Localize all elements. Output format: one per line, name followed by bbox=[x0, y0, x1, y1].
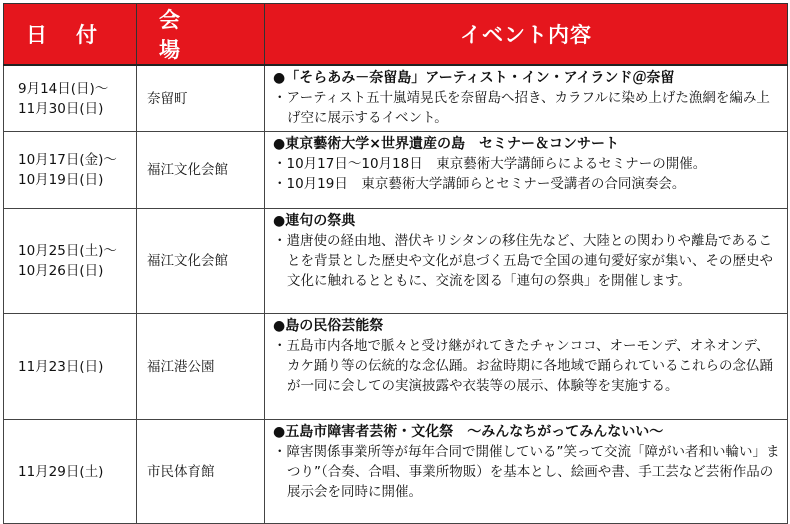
venue-cell: 奈留町 bbox=[137, 65, 265, 132]
header-event: イベント内容 bbox=[265, 4, 788, 66]
venue-cell: 福江文化会館 bbox=[137, 132, 265, 209]
event-title: ●東京藝術大学×世界遺産の島 セミナー＆コンサート bbox=[273, 136, 619, 152]
table-row bbox=[4, 420, 788, 524]
table-header-row bbox=[4, 4, 788, 66]
header-venue: 会 場 bbox=[137, 4, 265, 66]
event-title: ●五島市障害者芸術・文化祭 ～みんなちがってみんないい～ bbox=[273, 424, 664, 440]
table-row bbox=[4, 65, 788, 132]
date-end: 10月19日(日) bbox=[18, 172, 104, 188]
header-date: 日 付 bbox=[4, 4, 137, 66]
event-description: ・遣唐使の経由地、潜伏キリシタンの移住先など、大陸との関わりや離島であることを背景とした歴史や文化が息づく五島で全国の連句愛好家が集い、その歴史や文化に触れるとともに、交流を図る「連句の祭典」を開催します。 bbox=[273, 233, 773, 289]
event-cell bbox=[265, 420, 788, 524]
event-schedule-table bbox=[3, 3, 788, 524]
event-description: ・10月17日～10月18日 東京藝術大学講師らによるセミナーの開催。 bbox=[273, 156, 707, 172]
date-cell bbox=[4, 314, 137, 420]
event-cell bbox=[265, 314, 788, 420]
table-row bbox=[4, 314, 788, 420]
date-start: 9月14日(日)～ bbox=[18, 80, 109, 97]
date-cell bbox=[4, 420, 137, 524]
date-start: 10月17日(金)～ bbox=[18, 152, 117, 168]
event-title: ●連句の祭典 bbox=[273, 213, 356, 229]
event-description: ・障害関係事業所等が毎年合同で開催している”笑って交流「障がい者和い輪い」まつり”（合奏、合唱、事業所物販）を基本とし、絵画や書、手工芸など芸術作品の展示会を同時に開催。 bbox=[273, 444, 780, 500]
date-end: 11月30日(日) bbox=[18, 100, 104, 117]
table-row bbox=[4, 132, 788, 209]
date-single: 11月29日(土) bbox=[18, 463, 104, 480]
date-single: 11月23日(日) bbox=[18, 358, 104, 375]
date-end: 10月26日(日) bbox=[18, 263, 104, 279]
table-row bbox=[4, 209, 788, 314]
venue-cell: 福江文化会館 bbox=[137, 209, 265, 314]
date-cell bbox=[4, 65, 137, 132]
venue-cell: 福江港公園 bbox=[137, 314, 265, 420]
event-title: ●島の民俗芸能祭 bbox=[273, 318, 384, 334]
event-description: ・五島市内各地で脈々と受け継がれてきたチャンココ、オーモンデ、オネオンデ、カケ踊り等の伝統的な念仏踊。お盆時期に各地域で踊られているこれらの念仏踊が一同に会しての実演披露や衣装等の展示、体験等を実施する。 bbox=[273, 338, 773, 394]
venue-cell: 市民体育館 bbox=[137, 420, 265, 524]
date-cell bbox=[4, 209, 137, 314]
event-cell bbox=[265, 65, 788, 132]
event-description: ・アーティスト五十嵐靖晃氏を奈留島へ招き、カラフルに染め上げた漁網を編み上げ空に展示するイベント。 bbox=[273, 90, 770, 126]
event-cell bbox=[265, 209, 788, 314]
event-title: ●「そらあみ－奈留島」アーティスト・イン・アイランド＠奈留 bbox=[273, 70, 675, 86]
date-start: 10月25日(土)～ bbox=[18, 243, 117, 259]
event-cell bbox=[265, 132, 788, 209]
event-description: ・10月19日 東京藝術大学講師らとセミナー受講者の合同演奏会。 bbox=[273, 176, 686, 192]
date-cell bbox=[4, 132, 137, 209]
